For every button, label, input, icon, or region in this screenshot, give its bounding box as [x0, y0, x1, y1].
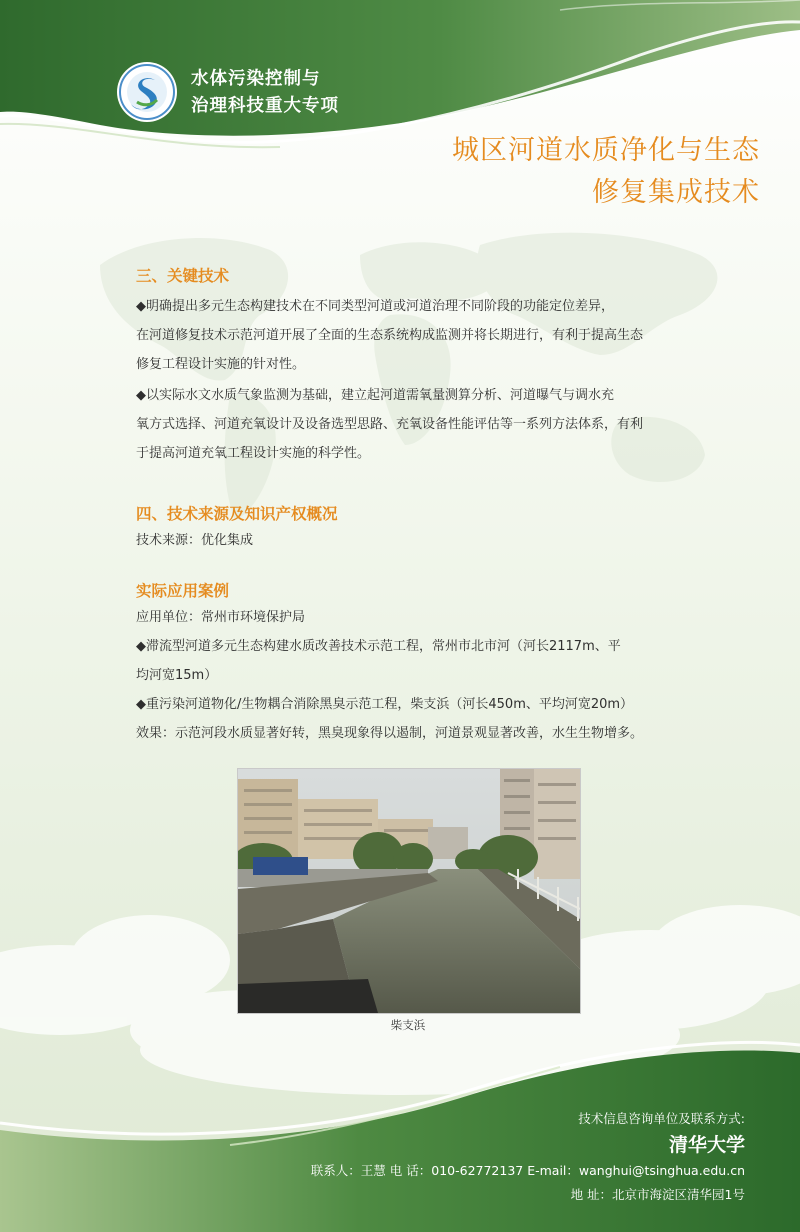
cases-unit: 应用单位：常州市环境保护局: [136, 610, 306, 625]
section4-heading: 四、技术来源及知识产权概况: [136, 505, 338, 523]
contact-line: 联系人：王慧 电 话：010-62772137 E-mail：wanghui@tsinghua.edu.cn: [310, 1163, 745, 1178]
case2: ◆重污染河道物化/生物耦合消除黑臭示范工程，柴支浜（河长450m、平均河宽20m）: [136, 697, 634, 712]
section3-heading: 三、关键技术: [136, 267, 230, 285]
contact-info: [145, 1107, 745, 1207]
section4-source: 技术来源：优化集成: [136, 533, 254, 548]
poster-title: [280, 130, 760, 214]
org-name-line2: 治理科技重大专项: [191, 96, 339, 116]
org-name-line1: 水体污染控制与: [191, 69, 321, 89]
title-line1: 城区河道水质净化与生态: [452, 135, 760, 166]
title-line2: 修复集成技术: [592, 177, 760, 208]
case-effect: 效果：示范河段水质显著好转，黑臭现象得以遏制，河道景观显著改善，水生生物增多。: [136, 726, 644, 741]
project-logo-icon: [115, 60, 179, 124]
photo-caption: 柴支浜: [390, 1018, 426, 1032]
section3-bullet2-line2: 氧方式选择、河道充氧设计及设备选型思路、充氧设备性能评估等一系列方法体系，有利: [136, 417, 644, 432]
case1-line1: ◆滞流型河道多元生态构建水质改善技术示范工程，常州市北市河（河长2117m、平: [136, 639, 621, 654]
river-photo: [237, 768, 581, 1014]
main-content: [136, 264, 696, 748]
section3-bullet2-line1: ◆以实际水文水质气象监测为基础，建立起河道需氧量测算分析、河道曝气与调水充: [136, 388, 614, 403]
org-name: [191, 66, 339, 120]
consult-label: 技术信息咨询单位及联系方式:: [578, 1111, 745, 1126]
section3-bullet1-line3: 修复工程设计实施的针对性。: [136, 357, 306, 372]
address-line: 地 址：北京市海淀区清华园1号: [570, 1187, 745, 1202]
section3-bullet2-line3: 于提高河道充氧工程设计实施的科学性。: [136, 446, 371, 461]
cases-heading: 实际应用案例: [136, 582, 230, 600]
university-name: 清华大学: [668, 1134, 745, 1156]
case1-line2: 均河宽15m）: [136, 668, 218, 683]
section3-bullet1-line1: ◆明确提出多元生态构建技术在不同类型河道或河道治理不同阶段的功能定位差异，: [136, 299, 614, 314]
section3-bullet1-line2: 在河道修复技术示范河道开展了全面的生态系统构成监测并将长期进行，有利于提高生态: [136, 328, 644, 343]
